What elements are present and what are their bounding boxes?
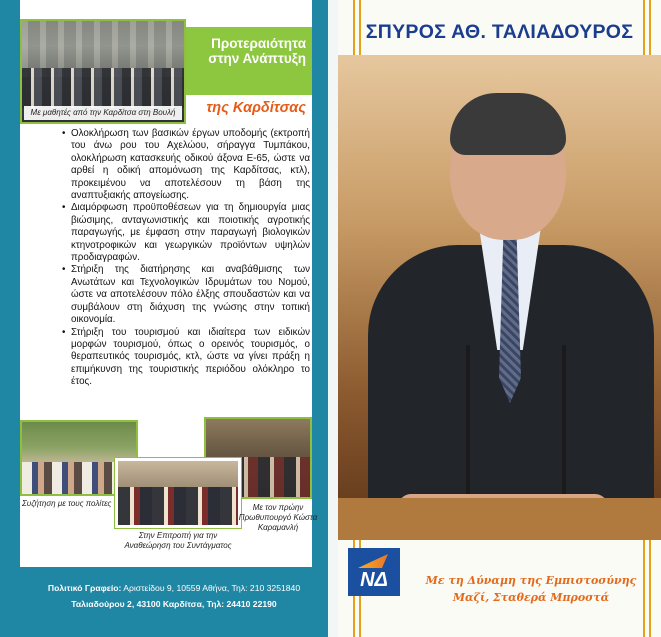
photo-students-parliament (20, 19, 186, 124)
microphone-left (466, 345, 470, 515)
portrait-desk (338, 498, 661, 540)
candidate-name: ΣΠΥΡΟΣ ΑΘ. ΤΑΛΙΑΔΟΥΡΟΣ (365, 21, 634, 43)
page-gutter (328, 0, 338, 637)
address-row-athens (22, 580, 326, 596)
caption-committee: Στην Επιτροπή για την Αναθεώρηση του Συντάγματος (124, 531, 232, 550)
priorities-list (62, 128, 310, 389)
party-logo (348, 548, 400, 596)
party-logo-text: ΝΔ (360, 569, 388, 591)
section-subtitle: της Καρδίτσας (186, 95, 312, 122)
office-address (22, 580, 326, 612)
address-athens: Αριστείδου 9, 10559 Αθήνα, Τηλ: 210 3251840 (123, 583, 301, 593)
right-teal-strip (312, 0, 328, 637)
address-karditsa: Ταλιαδούρου 2, 43100 Καρδίτσα, Τηλ: 24410 22190 (71, 599, 277, 609)
photo-constitution-committee (115, 458, 241, 528)
address-label: Πολιτικό Γραφείο: (47, 583, 122, 593)
campaign-slogan (406, 572, 656, 606)
section-title: Προτεραιότητα στην Ανάπτυξη (186, 27, 312, 95)
priority-item: • Διαμόρφωση προϋποθέσεων για τη δημιουργία μιας βιώσιμης, ανταγωνιστικής και ποιοτικής αγροτικής παραγωγής, με έμφαση στην παραγωγή βιολογικών κτηνοτροφικών και γεωργικών προϊόντων υψηλών προδιαγραφών. (62, 202, 310, 264)
priority-item: • Στήριξη της διατήρησης και αναβάθμισης των Ανωτάτων και Τεχνολογικών Ιδρυμάτων του Νομού, ώστε να αποτελέσουν πόλο έλξης σπουδαστών και να συμβάλουν στη διάχυση της γνώσης στην τοπική οικονομία. (62, 264, 310, 326)
left-teal-strip (0, 0, 20, 637)
photo-crowd (22, 68, 184, 108)
slogan-line-2: Μαζί, Σταθερά Μπροστά (452, 591, 610, 604)
caption-meeting: Με τον πρώην Πρωθυπουργό Κώστα Καραμανλή (238, 503, 318, 532)
slogan-line-1: Με τη Δύναμη της Εμπιστοσύνης (425, 574, 637, 587)
priority-item: • Στήριξη του τουρισμού και ιδιαίτερα των ειδικών μορφών τουρισμού, όπως ο ορεινός τουρισμός, ο θεραπευτικός τουρισμός, κτλ, ώστε να γίνει πράξη η επιμήκυνση της τουριστικής περιόδου ολόκληρο το έτος. (62, 327, 310, 389)
portrait-hair (450, 93, 566, 155)
candidate-portrait (338, 55, 661, 540)
address-row-karditsa (22, 596, 326, 612)
microphone-right (562, 345, 566, 515)
photo-students-caption: Με μαθητές από την Καρδίτσα στη Βουλή (24, 106, 182, 120)
caption-discussion: Συζήτηση με τους πολίτες (22, 499, 112, 508)
priority-item: • Ολοκλήρωση των βασικών έργων υποδομής (εκτροπή του άνω ρου του Αχελώου, σήραγγα Τυμπάκου, ολοκλήρωση κατασκευής οδικού άξονα Ε-65, ώστε να αρθεί η οδική απομόνωση της Καρδίτσας, κτλ), προκειμένου να αποτελέσουν τη βάση της αναπτυξιακής απογείωσης. (62, 128, 310, 202)
